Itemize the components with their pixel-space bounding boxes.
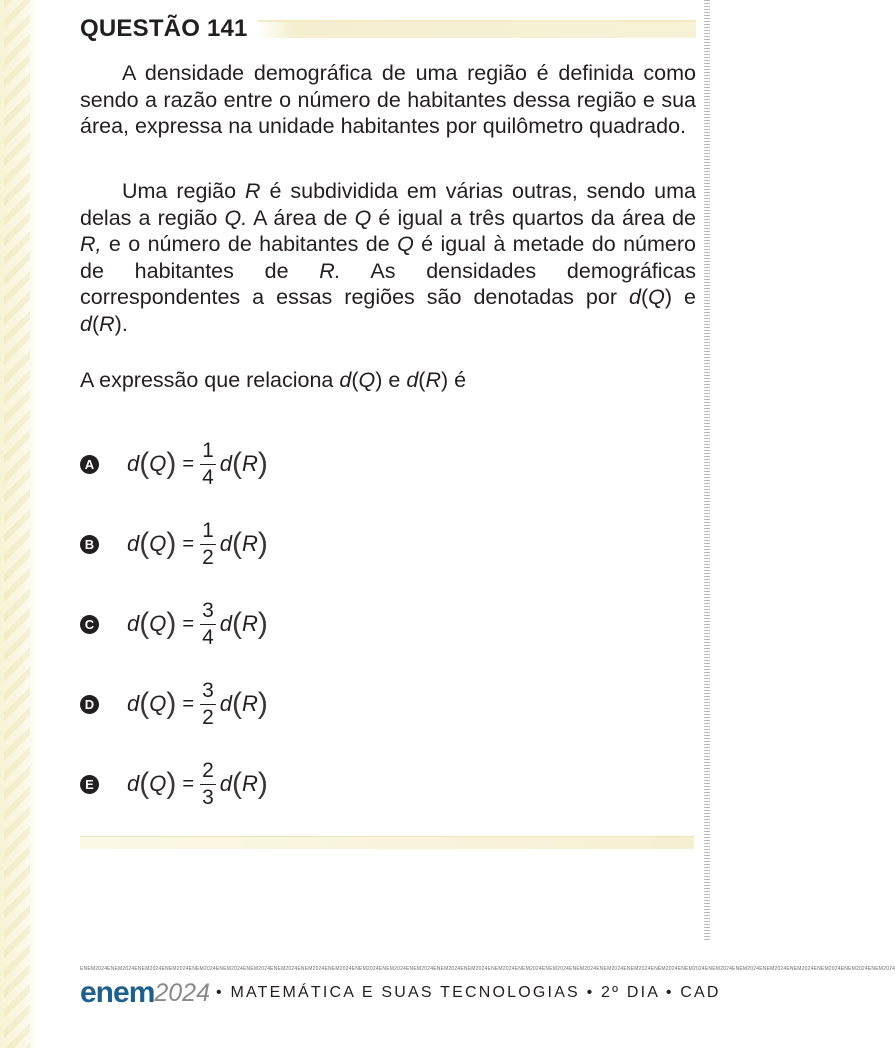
footer-subject-text: • MATEMÁTICA E SUAS TECNOLOGIAS • 2º DIA • CAD [216,984,721,1001]
numerator: 3 [200,599,216,625]
option-a[interactable] [80,424,680,504]
equals-sign: = [182,532,195,555]
var-r: R [242,531,258,556]
p2-paren: ( [91,311,100,336]
p2-fn-d: d [80,311,92,336]
p2-seg: As densidades demográficas correspondentes a essas regiões são denotadas por [80,258,696,309]
p2-var-q: Q [397,232,414,256]
paren-open: ( [139,767,150,800]
denominator: 2 [202,545,214,569]
option-d-badge[interactable]: D [80,695,99,714]
fn-d: d [127,531,140,556]
p2-var-r: R, [80,232,102,256]
lead-fn-d: d [339,368,352,392]
var-r: R [242,771,258,796]
equals-sign: = [182,772,195,795]
option-c[interactable] [80,584,680,664]
fraction [200,759,216,810]
paren-open: ( [232,447,242,480]
lead-fn-d: d [406,368,419,392]
paren-close: ) [257,607,268,640]
denominator: 2 [202,705,214,729]
option-b-badge[interactable]: B [80,535,99,554]
fraction [200,679,216,730]
answer-options [80,424,680,824]
option-a-badge[interactable]: A [80,455,99,474]
fn-d: d [219,451,232,476]
p2-var-r: R. [319,258,341,283]
question-end-bar [80,836,694,849]
paragraph-2-text [80,178,696,337]
option-d[interactable] [80,664,680,744]
enem-logo-year: 2024 [154,978,210,1007]
paragraph-1-text: A densidade demográfica de uma região é definida como sendo a razão entre o número de habitantes dessa região e sua área, expressa na unidade habitantes por quilômetro quadrado. [80,61,696,138]
equals-sign: = [182,692,195,715]
option-b[interactable] [80,504,680,584]
var-q: Q [149,691,167,716]
p2-seg: Uma região [122,179,246,203]
numerator: 2 [200,759,216,785]
option-e[interactable] [80,744,680,824]
fraction [200,439,216,490]
p2-paren: ). [114,311,128,336]
numerator: 3 [200,679,216,705]
denominator: 3 [202,785,214,809]
fn-d: d [127,611,140,636]
paren-open: ( [139,687,150,720]
p2-var-q: Q [354,205,372,230]
fraction [200,599,216,650]
var-q: Q [149,771,167,796]
lead-paren: ) [441,368,449,392]
paragraph-1 [80,60,696,140]
p2-paren: ( [640,285,649,309]
page-footer [80,976,721,1010]
option-b-formula [127,519,268,570]
fn-d: d [219,771,232,796]
right-security-strip [704,0,710,940]
var-r: R [242,691,258,716]
paren-close: ) [257,527,268,560]
var-q: Q [149,611,167,636]
lead-var-q: Q [358,368,376,392]
option-e-formula [127,759,268,810]
numerator: 1 [200,519,216,545]
lead-var-r: R [425,368,441,392]
question-prompt-text [80,367,696,394]
fn-d: d [127,771,140,796]
question-header [80,12,696,46]
p2-seg: e [672,285,696,309]
paren-close: ) [257,687,268,720]
numerator: 1 [200,439,216,465]
paren-open: ( [232,767,242,800]
paren-close: ) [166,447,177,480]
paren-close: ) [166,767,177,800]
paren-close: ) [257,767,268,800]
paren-close: ) [166,687,177,720]
equals-sign: = [182,612,195,635]
lead-paren: ( [351,368,359,392]
fn-d: d [219,611,232,636]
paren-open: ( [232,687,242,720]
question-title: QUESTÃO 141 [80,15,248,42]
p2-seg: e o número de habitantes de [101,232,398,256]
paren-open: ( [139,447,150,480]
option-a-formula [127,439,268,490]
option-d-formula [127,679,268,730]
var-r: R [242,611,258,636]
p2-seg: é subdividida em várias outras, sendo uma delas a região [80,179,696,230]
paren-close: ) [257,447,268,480]
title-decoration-bar [258,20,696,38]
lead-seg: e [382,368,407,392]
p2-fn-d: d [628,285,641,309]
option-e-badge[interactable]: E [80,775,99,794]
paren-open: ( [232,527,242,560]
fn-d: d [127,691,140,716]
p2-var-q: Q [648,285,665,309]
denominator: 4 [202,465,214,489]
equals-sign: = [182,452,195,475]
p2-paren: ) [664,285,673,309]
denominator: 4 [202,625,214,649]
var-q: Q [149,531,167,556]
p2-var-q: Q. [224,205,248,230]
fraction [200,519,216,570]
p2-seg: é igual à metade do número de habitantes de [80,232,696,283]
fn-d: d [127,451,140,476]
paren-open: ( [139,527,150,560]
enem-logo: enem [80,976,155,1009]
lead-seg: é [448,368,467,392]
var-r: R [242,451,258,476]
var-q: Q [149,451,167,476]
fn-d: d [219,691,232,716]
question-prompt [80,367,696,394]
p2-seg: é igual a três quartos da área de [371,205,697,230]
paren-close: ) [166,527,177,560]
footer-microtext-strip: ENEM2024ENEM2024ENEM2024ENEM2024ENEM2024ENEM2024ENEM2024ENEM2024ENEM2024ENEM2024ENEM2024ENEM2024ENEM2024ENEM2024ENEM2024ENEM2024ENEM2024ENEM2024ENEM2024ENEM2024ENEM2024ENEM2024ENEM2024ENEM2024ENEM2024ENEM2024ENEM2024ENEM2024ENEM2024ENEM2024 [80,966,895,972]
lead-seg: A expressão que relaciona [80,368,340,392]
option-c-formula [127,599,268,650]
lead-paren: ( [418,368,426,392]
paren-open: ( [139,607,150,640]
paragraph-2 [80,178,696,337]
p2-var-r: R [99,311,115,336]
paren-close: ) [166,607,177,640]
p2-seg: A área de [247,205,355,230]
option-c-badge[interactable]: C [80,615,99,634]
p2-var-r: R [245,179,261,203]
watermark-pattern [4,0,30,1048]
fn-d: d [219,531,232,556]
left-watermark-band [0,0,34,1048]
lead-paren: ) [375,368,383,392]
paren-open: ( [232,607,242,640]
